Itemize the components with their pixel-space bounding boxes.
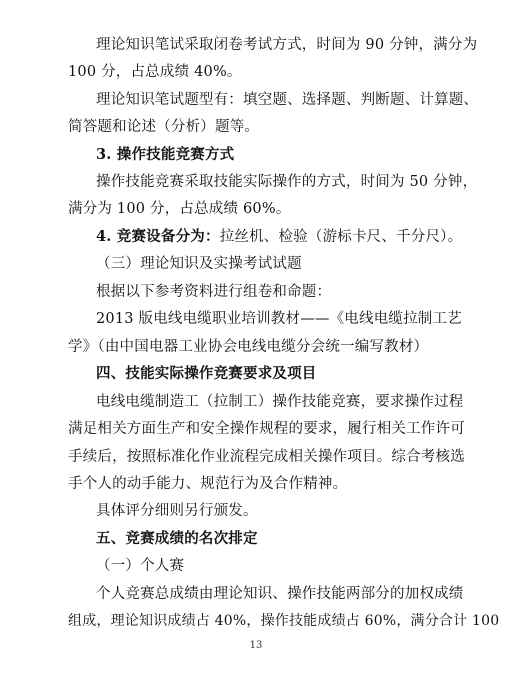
paragraph-line: 具体评分细则另行颁发。 [96,503,258,519]
paragraph-line: 100 分，占总成绩 40%。 [68,64,242,80]
paragraph-line: 满分为 100 分，占总成绩 60%。 [68,201,291,217]
paragraph-line: 手个人的动手能力、规范行为及合作精神。 [68,476,348,492]
subsection-heading: （三）理论知识及实操考试试题 [96,256,302,272]
equipment-line [96,227,464,247]
equipment-list: 拉丝机、检验（游标卡尺、千分尺）。 [219,229,463,245]
section-heading: 4. 竞赛设备分为： [96,228,220,245]
paragraph-line: 理论知识笔试题型有：填空题、选择题、判断题、计算题、 [96,92,479,108]
paragraph-line: 简答题和论述（分析）题等。 [68,119,260,135]
section-heading: 3. 操作技能竞赛方式 [96,146,235,163]
reference-line: 2013 版电线电缆职业培训教材——《电线电缆拉制工艺 [96,311,462,327]
subsection-heading: （一）个人赛 [96,558,185,574]
reference-line: 学》（由中国电器工业协会电线电缆分会统一编写教材） [68,339,429,355]
paragraph-line: 满足相关方面生产和安全操作规程的要求，履行相关工作许可 [68,421,465,437]
section-heading: 五、竞赛成绩的名次排定 [96,530,258,547]
paragraph-line: 手续后，按照标准化作业流程完成相关操作项目。综合考核选 [68,449,465,465]
paragraph-line: 电线电缆制造工（拉制工）操作技能竞赛，要求操作过程 [96,394,464,410]
paragraph-line: 根据以下参考资料进行组卷和命题： [96,284,332,300]
paragraph-line: 操作技能竞赛采取技能实际操作的方式，时间为 50 分钟， [96,174,478,190]
page-number: 13 [249,640,263,651]
section-heading: 四、技能实际操作竞赛要求及项目 [96,365,317,382]
paragraph-line: 理论知识笔试采取闭卷考试方式，时间为 90 分钟，满分为 [96,37,478,53]
paragraph-line: 个人竞赛总成绩由理论知识、操作技能两部分的加权成绩 [96,586,464,602]
paragraph-line: 组成，理论知识成绩占 40%，操作技能成绩占 60%，满分合计 100 [68,613,500,629]
